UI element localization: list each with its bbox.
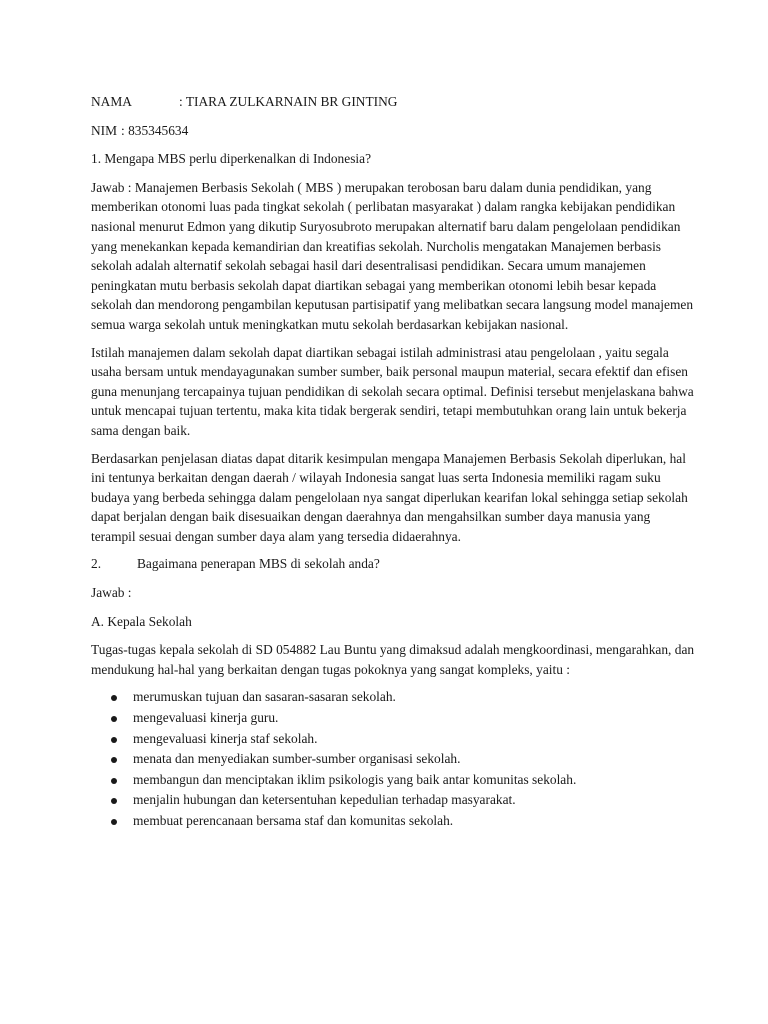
list-item: menjalin hubungan dan ketersentuhan kepedulian terhadap masyarakat. <box>111 790 698 811</box>
name-label: NAMA <box>91 94 132 109</box>
answer-1-paragraph: Jawab : Manajemen Berbasis Sekolah ( MBS ) merupakan terobosan baru dalam dunia pendidikan, yang memberikan otonomi luas pada tingkat sekolah ( perlibatan masyarakat ) dalam rangka kebijakan pendidikan nasional menurut Edmon yang dikutip Suryosubroto merupakan alternatif baru dalam pengelolaan pendidikan yang menekankan kepada kemandirian dan kreatifias sekolah. Nurcholis mengatakan Manajemen berbasis sekolah adalah alternatif sekolah sebagai hasil dari desentralisasi pendidikan. Secara umum manajemen peningkatan mutu berbasis sekolah dapat diartikan sebagai yang memberikan otonomi lebih besar kepada sekolah dan mendorong pengambilan keputusan partisipatif yang melibatkan secara langsung model manajemen semua warga sekolah untuk meningkatkan mutu sekolah berdasarkan kebijakan nasional. <box>91 179 694 332</box>
list-item: menata dan menyediakan sumber-sumber organisasi sekolah. <box>111 749 698 770</box>
bullet-icon <box>111 737 117 743</box>
name-row <box>91 92 698 112</box>
duties-list <box>91 687 698 831</box>
section-title: A. Kepala Sekolah <box>91 613 192 629</box>
list-item: membuat perencanaan bersama staf dan komunitas sekolah. <box>111 811 698 832</box>
list-item: mengevaluasi kinerja staf sekolah. <box>111 729 698 750</box>
question-2 <box>91 554 698 574</box>
nim-value: : 835345634 <box>121 122 189 138</box>
name-value: : TIARA ZULKARNAIN BR GINTING <box>179 94 398 109</box>
bullet-icon <box>111 695 117 701</box>
question-2-number: 2. <box>91 556 102 572</box>
answer-1-paragraph: Berdasarkan penjelasan diatas dapat ditarik kesimpulan mengapa Manajemen Berbasis Sekolah diperlukan, hal ini tentunya berkaitan dengan daerah / wilayah Indonesia sangat luas serta Indonesia memiliki ragam suku budaya yang berbeda sehingga dalam pengelolaan nya sangat diperlukan kearifan lokal sehingga setiap sekolah dapat berjalan dengan baik disesuaikan dengan daerahnya dan mengahsilkan sumber daya manusia yang terampil sesuai dengan sumber daya alam yang tersedia didaerahnya. <box>91 450 688 544</box>
section-intro: Tugas-tugas kepala sekolah di SD 054882 Lau Buntu yang dimaksud adalah mengkoordinasi, mengarahkan, dan mendukung hal-hal yang berkaitan dengan tugas pokoknya yang sangat kompleks, yaitu : <box>91 642 695 677</box>
answer-1-paragraph: Istilah manajemen dalam sekolah dapat diartikan sebagai istilah administrasi atau pengelolaan , yaitu segala usaha bersam untuk mendayagunakan sumber sumber, baik personal maupun material, secara efektif dan efisen guna menunjang tercapainya tujuan pendidikan di sekolah secara optimal. Definisi tersebut menjelaskana bahwa untuk mencapai tujuan tertentu, maka kita tidak bergerak sendiri, tetapi membutuhkan orang lain untuk bekerja sama dengan baik. <box>91 344 694 438</box>
bullet-icon <box>111 778 117 784</box>
bullet-icon <box>111 716 117 722</box>
question-2-text: Bagaimana penerapan MBS di sekolah anda? <box>137 556 380 572</box>
list-item: merumuskan tujuan dan sasaran-sasaran sekolah. <box>111 687 698 708</box>
answer-2-label: Jawab : <box>91 585 132 601</box>
nim-row <box>91 121 698 141</box>
list-item: mengevaluasi kinerja guru. <box>111 708 698 729</box>
nim-label: NIM <box>91 122 118 138</box>
bullet-icon <box>111 757 117 763</box>
bullet-icon <box>111 819 117 825</box>
list-item: membangun dan menciptakan iklim psikologis yang baik antar komunitas sekolah. <box>111 770 698 791</box>
question-1: 1. Mengapa MBS perlu diperkenalkan di Indonesia? <box>91 151 372 167</box>
bullet-icon <box>111 798 117 804</box>
